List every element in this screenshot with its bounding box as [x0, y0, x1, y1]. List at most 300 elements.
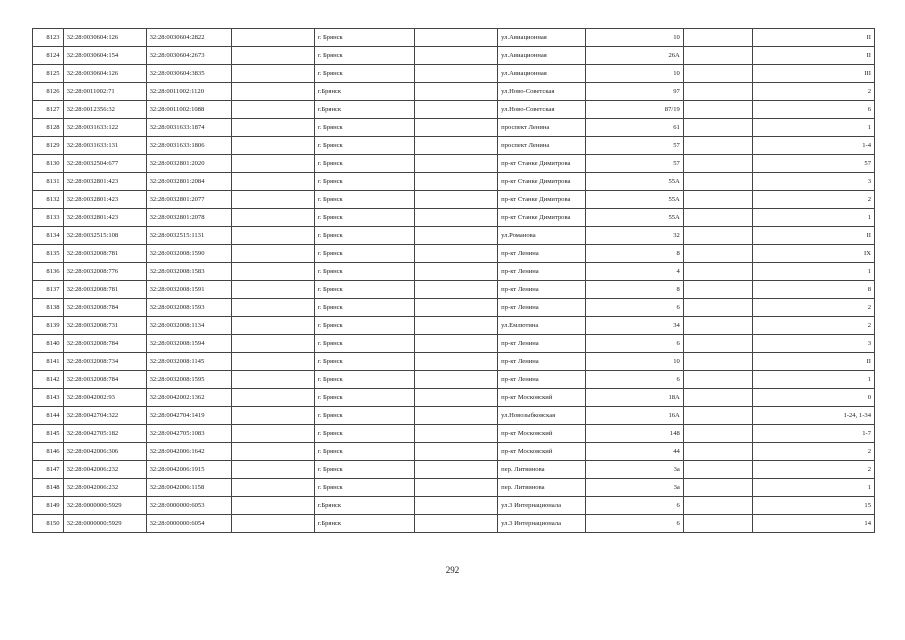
table-row	[33, 209, 875, 227]
city-cell: г. Брянск	[314, 65, 414, 83]
apartment-cell: 2	[752, 191, 874, 209]
house-number-cell: 6	[585, 497, 683, 515]
city-cell: г. Брянск	[314, 425, 414, 443]
row-number-cell: 8143	[33, 389, 64, 407]
apartment-cell: 2	[752, 461, 874, 479]
blank-cell	[231, 443, 314, 461]
blank-cell	[683, 281, 752, 299]
apartment-cell: II	[752, 353, 874, 371]
row-number-cell: 8130	[33, 155, 64, 173]
parcel-cadastral-number-cell: 32:28:0032801:423	[63, 173, 146, 191]
street-cell: пр-кт Станке Димитрова	[498, 155, 585, 173]
object-cadastral-number-cell: 32:28:0031633:1874	[146, 119, 231, 137]
blank-cell	[415, 353, 498, 371]
parcel-cadastral-number-cell: 32:28:0031633:122	[63, 119, 146, 137]
parcel-cadastral-number-cell: 32:28:0032008:734	[63, 353, 146, 371]
apartment-cell: 1-24, 1-34	[752, 407, 874, 425]
parcel-cadastral-number-cell: 32:28:0032008:784	[63, 299, 146, 317]
object-cadastral-number-cell: 32:28:0000000:6054	[146, 515, 231, 533]
apartment-cell: II	[752, 47, 874, 65]
row-number-cell: 8149	[33, 497, 64, 515]
parcel-cadastral-number-cell: 32:28:0032801:423	[63, 209, 146, 227]
row-number-cell: 8136	[33, 263, 64, 281]
blank-cell	[683, 299, 752, 317]
blank-cell	[683, 479, 752, 497]
blank-cell	[683, 461, 752, 479]
object-cadastral-number-cell: 32:28:0011002:1088	[146, 101, 231, 119]
row-number-cell: 8137	[33, 281, 64, 299]
table-row	[33, 227, 875, 245]
parcel-cadastral-number-cell: 32:28:0032008:781	[63, 245, 146, 263]
parcel-cadastral-number-cell: 32:28:0032008:731	[63, 317, 146, 335]
object-cadastral-number-cell: 32:28:0030604:3835	[146, 65, 231, 83]
apartment-cell: 2	[752, 443, 874, 461]
apartment-cell: 1	[752, 119, 874, 137]
city-cell: г. Брянск	[314, 47, 414, 65]
apartment-cell: 0	[752, 389, 874, 407]
table-row	[33, 191, 875, 209]
blank-cell	[415, 209, 498, 227]
city-cell: г.Брянск	[314, 101, 414, 119]
row-number-cell: 8126	[33, 83, 64, 101]
parcel-cadastral-number-cell: 32:28:0032008:784	[63, 371, 146, 389]
parcel-cadastral-number-cell: 32:28:0031633:131	[63, 137, 146, 155]
row-number-cell: 8129	[33, 137, 64, 155]
table-row	[33, 371, 875, 389]
parcel-cadastral-number-cell: 32:28:0032008:776	[63, 263, 146, 281]
row-number-cell: 8144	[33, 407, 64, 425]
table-row	[33, 65, 875, 83]
blank-cell	[415, 281, 498, 299]
apartment-cell: 1	[752, 371, 874, 389]
house-number-cell: 61	[585, 119, 683, 137]
house-number-cell: 8	[585, 245, 683, 263]
house-number-cell: 3а	[585, 461, 683, 479]
street-cell: проспект Ленина	[498, 119, 585, 137]
blank-cell	[231, 335, 314, 353]
blank-cell	[415, 227, 498, 245]
object-cadastral-number-cell: 32:28:0042006:1915	[146, 461, 231, 479]
street-cell: ул.Романова	[498, 227, 585, 245]
apartment-cell: II	[752, 227, 874, 245]
parcel-cadastral-number-cell: 32:28:0032801:423	[63, 191, 146, 209]
apartment-cell: 1-7	[752, 425, 874, 443]
apartment-cell: 3	[752, 173, 874, 191]
object-cadastral-number-cell: 32:28:0032008:1134	[146, 317, 231, 335]
city-cell: г.Брянск	[314, 515, 414, 533]
street-cell: ул.Авиационная	[498, 65, 585, 83]
blank-cell	[231, 29, 314, 47]
city-cell: г. Брянск	[314, 317, 414, 335]
object-cadastral-number-cell: 32:28:0032801:2077	[146, 191, 231, 209]
row-number-cell: 8123	[33, 29, 64, 47]
row-number-cell: 8147	[33, 461, 64, 479]
parcel-cadastral-number-cell: 32:28:0032515:108	[63, 227, 146, 245]
blank-cell	[415, 335, 498, 353]
object-cadastral-number-cell: 32:28:0032801:2084	[146, 173, 231, 191]
blank-cell	[415, 317, 498, 335]
parcel-cadastral-number-cell: 32:28:0030604:126	[63, 29, 146, 47]
row-number-cell: 8127	[33, 101, 64, 119]
blank-cell	[683, 407, 752, 425]
apartment-cell: 1	[752, 479, 874, 497]
apartment-cell: 6	[752, 101, 874, 119]
blank-cell	[231, 497, 314, 515]
row-number-cell: 8140	[33, 335, 64, 353]
street-cell: пр-кт Станке Димитрова	[498, 191, 585, 209]
apartment-cell: II	[752, 29, 874, 47]
table-row	[33, 137, 875, 155]
blank-cell	[415, 83, 498, 101]
object-cadastral-number-cell: 32:28:0032008:1591	[146, 281, 231, 299]
city-cell: г.Брянск	[314, 497, 414, 515]
blank-cell	[231, 479, 314, 497]
parcel-cadastral-number-cell: 32:28:0032504:677	[63, 155, 146, 173]
object-cadastral-number-cell: 32:28:0042705:1083	[146, 425, 231, 443]
apartment-cell: 57	[752, 155, 874, 173]
blank-cell	[683, 47, 752, 65]
house-number-cell: 10	[585, 29, 683, 47]
table-row	[33, 281, 875, 299]
street-cell: пр-кт Станке Димитрова	[498, 209, 585, 227]
blank-cell	[415, 47, 498, 65]
blank-cell	[231, 119, 314, 137]
blank-cell	[231, 515, 314, 533]
city-cell: г. Брянск	[314, 371, 414, 389]
object-cadastral-number-cell: 32:28:0032008:1595	[146, 371, 231, 389]
object-cadastral-number-cell: 32:28:0032008:1583	[146, 263, 231, 281]
object-cadastral-number-cell: 32:28:0030604:2673	[146, 47, 231, 65]
parcel-cadastral-number-cell: 32:28:0000000:5929	[63, 515, 146, 533]
table-row	[33, 263, 875, 281]
blank-cell	[683, 29, 752, 47]
blank-cell	[415, 497, 498, 515]
house-number-cell: 6	[585, 515, 683, 533]
blank-cell	[415, 371, 498, 389]
house-number-cell: 10	[585, 65, 683, 83]
blank-cell	[415, 137, 498, 155]
blank-cell	[231, 137, 314, 155]
blank-cell	[415, 479, 498, 497]
blank-cell	[415, 191, 498, 209]
apartment-cell: 2	[752, 317, 874, 335]
blank-cell	[683, 425, 752, 443]
row-number-cell: 8150	[33, 515, 64, 533]
street-cell: пр-кт Ленина	[498, 353, 585, 371]
blank-cell	[683, 101, 752, 119]
city-cell: г. Брянск	[314, 479, 414, 497]
table-row	[33, 245, 875, 263]
street-cell: пр-кт Ленина	[498, 335, 585, 353]
blank-cell	[231, 209, 314, 227]
blank-cell	[683, 191, 752, 209]
blank-cell	[231, 47, 314, 65]
table-row	[33, 29, 875, 47]
house-number-cell: 10	[585, 353, 683, 371]
house-number-cell: 148	[585, 425, 683, 443]
street-cell: ул.Авиационная	[498, 29, 585, 47]
row-number-cell: 8142	[33, 371, 64, 389]
blank-cell	[415, 119, 498, 137]
parcel-cadastral-number-cell: 32:28:0032008:784	[63, 335, 146, 353]
object-cadastral-number-cell: 32:28:0032801:2078	[146, 209, 231, 227]
street-cell: пр-кт Ленина	[498, 281, 585, 299]
row-number-cell: 8131	[33, 173, 64, 191]
table-row	[33, 335, 875, 353]
city-cell: г. Брянск	[314, 353, 414, 371]
object-cadastral-number-cell: 32:28:0000000:6053	[146, 497, 231, 515]
street-cell: ул.Ново-Советская	[498, 83, 585, 101]
object-cadastral-number-cell: 32:28:0032008:1593	[146, 299, 231, 317]
city-cell: г. Брянск	[314, 29, 414, 47]
house-number-cell: 55А	[585, 173, 683, 191]
street-cell: ул.3 Интернационала	[498, 497, 585, 515]
blank-cell	[231, 155, 314, 173]
blank-cell	[683, 65, 752, 83]
city-cell: г. Брянск	[314, 407, 414, 425]
blank-cell	[683, 353, 752, 371]
city-cell: г. Брянск	[314, 443, 414, 461]
apartment-cell: 1	[752, 263, 874, 281]
city-cell: г. Брянск	[314, 389, 414, 407]
blank-cell	[683, 227, 752, 245]
house-number-cell: 6	[585, 335, 683, 353]
blank-cell	[231, 299, 314, 317]
object-cadastral-number-cell: 32:28:0032515:1131	[146, 227, 231, 245]
apartment-cell: 8	[752, 281, 874, 299]
street-cell: ул.3 Интернационала	[498, 515, 585, 533]
table-row	[33, 407, 875, 425]
blank-cell	[683, 263, 752, 281]
city-cell: г. Брянск	[314, 209, 414, 227]
blank-cell	[415, 443, 498, 461]
table-row	[33, 173, 875, 191]
apartment-cell: 2	[752, 299, 874, 317]
row-number-cell: 8134	[33, 227, 64, 245]
house-number-cell: 34	[585, 317, 683, 335]
street-cell: пер. Литвинова	[498, 479, 585, 497]
blank-cell	[231, 83, 314, 101]
street-cell: ул.Ново-Советская	[498, 101, 585, 119]
city-cell: г. Брянск	[314, 191, 414, 209]
street-cell: пр-кт Ленина	[498, 245, 585, 263]
parcel-cadastral-number-cell: 32:28:0011002:71	[63, 83, 146, 101]
city-cell: г. Брянск	[314, 155, 414, 173]
row-number-cell: 8125	[33, 65, 64, 83]
blank-cell	[683, 335, 752, 353]
apartment-cell: 3	[752, 335, 874, 353]
apartment-cell: 1-4	[752, 137, 874, 155]
blank-cell	[683, 119, 752, 137]
blank-cell	[683, 137, 752, 155]
city-cell: г.Брянск	[314, 83, 414, 101]
blank-cell	[231, 317, 314, 335]
parcel-cadastral-number-cell: 32:28:0042704:322	[63, 407, 146, 425]
object-cadastral-number-cell: 32:28:0032801:2020	[146, 155, 231, 173]
blank-cell	[683, 245, 752, 263]
object-cadastral-number-cell: 32:28:0030604:2822	[146, 29, 231, 47]
table-row	[33, 389, 875, 407]
object-cadastral-number-cell: 32:28:0032008:1590	[146, 245, 231, 263]
table-row	[33, 101, 875, 119]
parcel-cadastral-number-cell: 32:28:0030604:154	[63, 47, 146, 65]
blank-cell	[683, 443, 752, 461]
street-cell: пр-кт Станке Димитрова	[498, 173, 585, 191]
apartment-cell: IX	[752, 245, 874, 263]
page-number: 292	[445, 565, 460, 575]
blank-cell	[415, 101, 498, 119]
parcel-cadastral-number-cell: 32:28:0042705:182	[63, 425, 146, 443]
blank-cell	[415, 29, 498, 47]
row-number-cell: 8138	[33, 299, 64, 317]
city-cell: г. Брянск	[314, 299, 414, 317]
blank-cell	[415, 155, 498, 173]
parcel-cadastral-number-cell: 32:28:0000000:5929	[63, 497, 146, 515]
blank-cell	[231, 245, 314, 263]
house-number-cell: 3а	[585, 479, 683, 497]
city-cell: г. Брянск	[314, 227, 414, 245]
apartment-cell: 14	[752, 515, 874, 533]
city-cell: г. Брянск	[314, 281, 414, 299]
blank-cell	[415, 515, 498, 533]
table-row	[33, 515, 875, 533]
row-number-cell: 8145	[33, 425, 64, 443]
row-number-cell: 8124	[33, 47, 64, 65]
row-number-cell: 8141	[33, 353, 64, 371]
table-row	[33, 425, 875, 443]
blank-cell	[415, 65, 498, 83]
house-number-cell: 8	[585, 281, 683, 299]
blank-cell	[231, 191, 314, 209]
street-cell: пр-кт Ленина	[498, 263, 585, 281]
parcel-cadastral-number-cell: 32:28:0042006:306	[63, 443, 146, 461]
street-cell: пр-кт Московский	[498, 443, 585, 461]
blank-cell	[231, 101, 314, 119]
street-cell: проспект Ленина	[498, 137, 585, 155]
blank-cell	[683, 155, 752, 173]
row-number-cell: 8132	[33, 191, 64, 209]
city-cell: г. Брянск	[314, 119, 414, 137]
street-cell: пр-кт Ленина	[498, 299, 585, 317]
house-number-cell: 44	[585, 443, 683, 461]
house-number-cell: 97	[585, 83, 683, 101]
street-cell: пр-кт Московский	[498, 389, 585, 407]
table-row	[33, 497, 875, 515]
register-body	[33, 29, 875, 533]
blank-cell	[415, 389, 498, 407]
parcel-cadastral-number-cell: 32:28:0042006:232	[63, 461, 146, 479]
blank-cell	[231, 407, 314, 425]
blank-cell	[231, 227, 314, 245]
parcel-cadastral-number-cell: 32:28:0012356:32	[63, 101, 146, 119]
blank-cell	[415, 425, 498, 443]
blank-cell	[231, 371, 314, 389]
blank-cell	[683, 497, 752, 515]
city-cell: г. Брянск	[314, 137, 414, 155]
table-row	[33, 479, 875, 497]
object-cadastral-number-cell: 32:28:0032008:1145	[146, 353, 231, 371]
blank-cell	[231, 65, 314, 83]
apartment-cell: 1	[752, 209, 874, 227]
city-cell: г. Брянск	[314, 263, 414, 281]
apartment-cell: 2	[752, 83, 874, 101]
row-number-cell: 8135	[33, 245, 64, 263]
object-cadastral-number-cell: 32:28:0031633:1806	[146, 137, 231, 155]
street-cell: ул.Новозыбковская	[498, 407, 585, 425]
street-cell: пр-кт Ленина	[498, 371, 585, 389]
city-cell: г. Брянск	[314, 173, 414, 191]
apartment-cell: 15	[752, 497, 874, 515]
city-cell: г. Брянск	[314, 245, 414, 263]
object-cadastral-number-cell: 32:28:0011002:1120	[146, 83, 231, 101]
register-table	[32, 28, 875, 533]
house-number-cell: 87/19	[585, 101, 683, 119]
house-number-cell: 55А	[585, 191, 683, 209]
row-number-cell: 8148	[33, 479, 64, 497]
blank-cell	[231, 461, 314, 479]
row-number-cell: 8128	[33, 119, 64, 137]
blank-cell	[415, 299, 498, 317]
blank-cell	[415, 263, 498, 281]
table-row	[33, 317, 875, 335]
blank-cell	[683, 83, 752, 101]
object-cadastral-number-cell: 32:28:0042006:1642	[146, 443, 231, 461]
table-row	[33, 299, 875, 317]
house-number-cell: 26А	[585, 47, 683, 65]
object-cadastral-number-cell: 32:28:0042002:1362	[146, 389, 231, 407]
table-row	[33, 47, 875, 65]
blank-cell	[415, 461, 498, 479]
table-row	[33, 83, 875, 101]
street-cell: ул.Авиационная	[498, 47, 585, 65]
blank-cell	[415, 407, 498, 425]
object-cadastral-number-cell: 32:28:0042006:1158	[146, 479, 231, 497]
apartment-cell: III	[752, 65, 874, 83]
blank-cell	[683, 173, 752, 191]
house-number-cell: 4	[585, 263, 683, 281]
blank-cell	[683, 389, 752, 407]
blank-cell	[231, 389, 314, 407]
house-number-cell: 16А	[585, 407, 683, 425]
blank-cell	[231, 173, 314, 191]
parcel-cadastral-number-cell: 32:28:0030604:126	[63, 65, 146, 83]
blank-cell	[415, 173, 498, 191]
parcel-cadastral-number-cell: 32:28:0032008:781	[63, 281, 146, 299]
object-cadastral-number-cell: 32:28:0042704:1419	[146, 407, 231, 425]
table-row	[33, 119, 875, 137]
table-row	[33, 353, 875, 371]
blank-cell	[683, 371, 752, 389]
city-cell: г. Брянск	[314, 461, 414, 479]
city-cell: г. Брянск	[314, 335, 414, 353]
table-row	[33, 443, 875, 461]
table-row	[33, 461, 875, 479]
row-number-cell: 8133	[33, 209, 64, 227]
parcel-cadastral-number-cell: 32:28:0042006:232	[63, 479, 146, 497]
house-number-cell: 6	[585, 299, 683, 317]
blank-cell	[683, 209, 752, 227]
house-number-cell: 18А	[585, 389, 683, 407]
house-number-cell: 6	[585, 371, 683, 389]
row-number-cell: 8146	[33, 443, 64, 461]
blank-cell	[683, 515, 752, 533]
row-number-cell: 8139	[33, 317, 64, 335]
blank-cell	[231, 425, 314, 443]
house-number-cell: 55А	[585, 209, 683, 227]
street-cell: ул.Емлютина	[498, 317, 585, 335]
house-number-cell: 57	[585, 155, 683, 173]
blank-cell	[683, 317, 752, 335]
